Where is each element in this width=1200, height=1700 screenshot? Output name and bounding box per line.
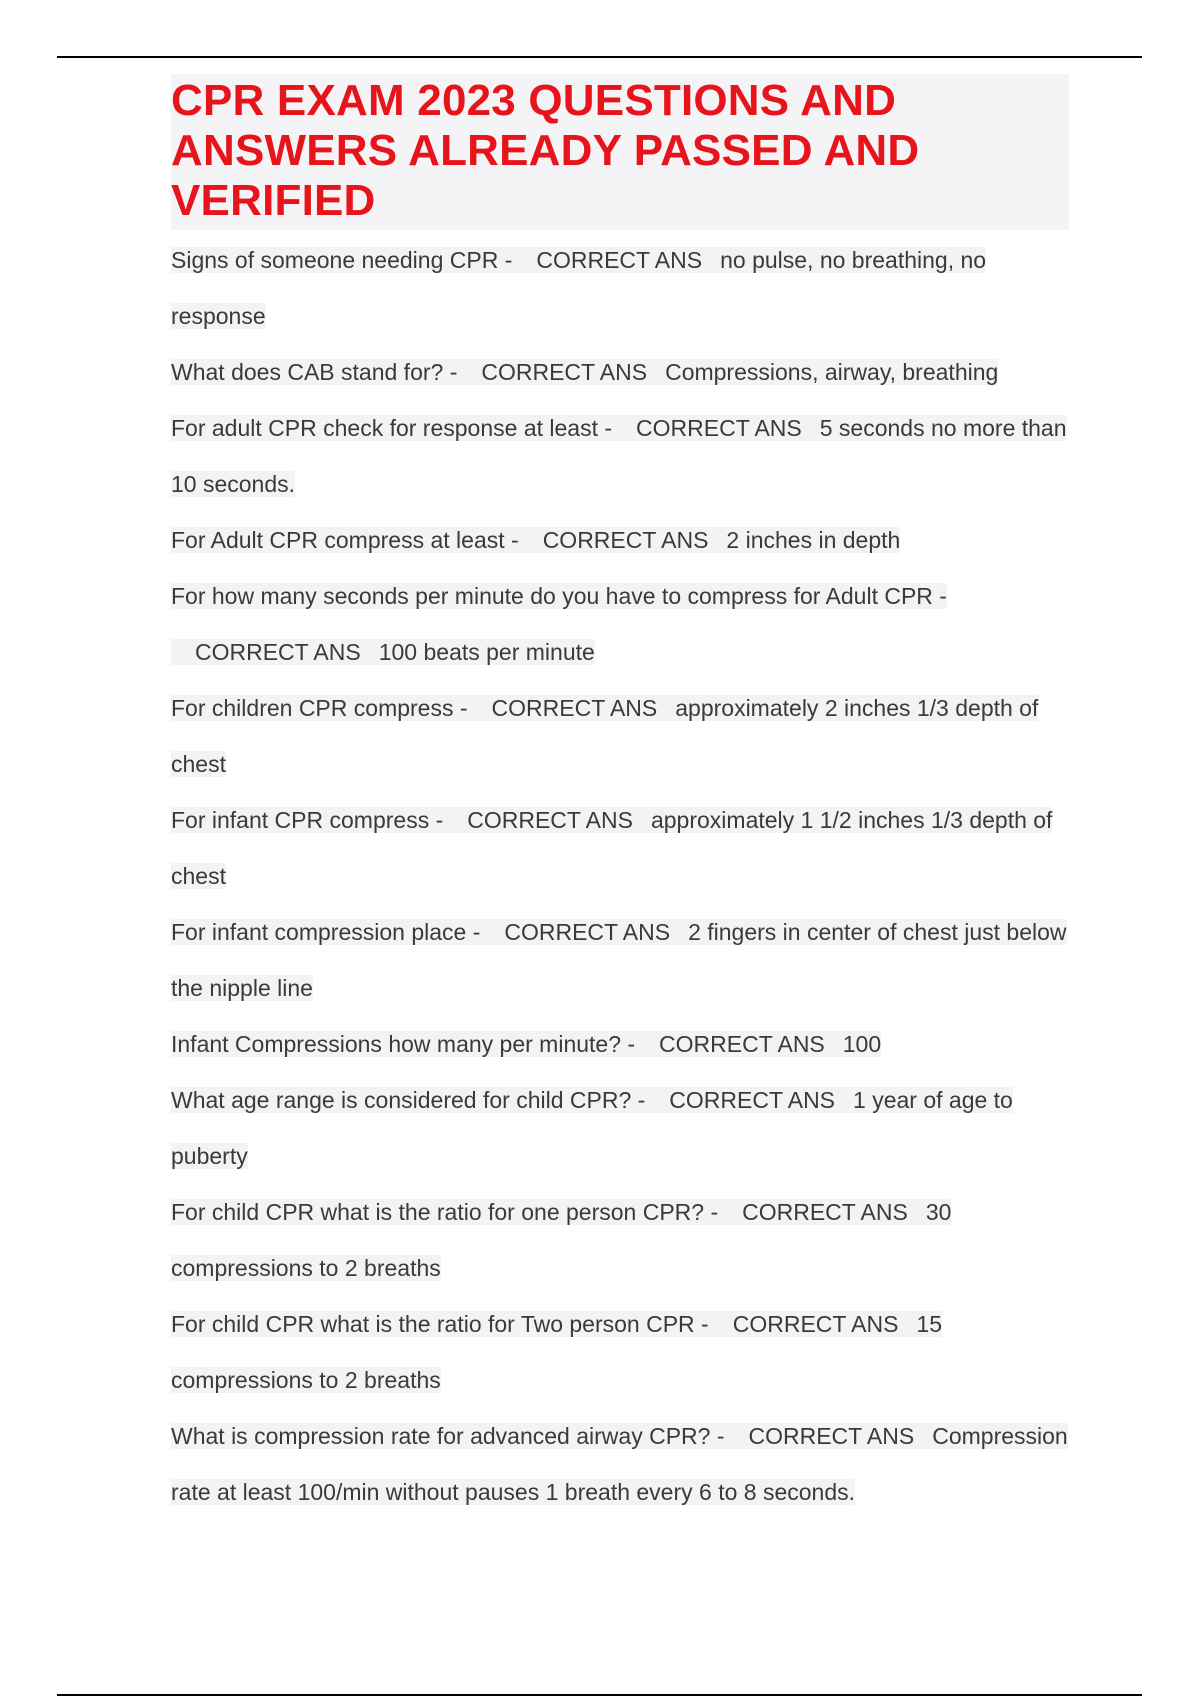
answer-label: CORRECT ANS [748,1423,915,1449]
answer: 5 seconds no more than 10 seconds. [171,415,1067,497]
qa-item [171,792,1069,904]
document-body [171,74,1069,1520]
answer-label: CORRECT ANS [542,527,709,553]
answer-label: CORRECT ANS [742,1199,908,1225]
title-block [171,74,1069,230]
answer-label: CORRECT ANS [536,247,703,273]
answer-label: CORRECT ANS [481,359,648,385]
answer-label: CORRECT ANS [195,639,361,665]
qa-item [171,680,1069,792]
answer-label: CORRECT ANS [669,1087,836,1113]
qa-item [171,568,1069,680]
answer-label: CORRECT ANS [467,807,633,833]
question: For how many seconds per minute do you have to compress for Adult CPR - [171,583,947,609]
question: For child CPR what is the ratio for Two person CPR - [171,1311,709,1337]
page-title: CPR EXAM 2023 QUESTIONS AND ANSWERS ALREADY PASSED AND VERIFIED [171,76,920,225]
question: What does CAB stand for? - [171,359,458,385]
answer: 30 compressions to 2 breaths [171,1199,952,1281]
answer-label: CORRECT ANS [636,415,802,441]
qa-item [171,232,1069,344]
qa-item [171,512,1069,568]
qa-item [171,1184,1069,1296]
answer: 100 [842,1031,882,1057]
question: What age range is considered for child CPR? - [171,1087,646,1113]
question: For infant compression place - [171,919,481,945]
answer: no pulse, no breathing, no response [171,247,987,329]
qa-item [171,1296,1069,1408]
answer: Compression rate at least 100/min without pauses 1 breath every 6 to 8 seconds. [171,1423,1068,1505]
qa-list [171,232,1069,1520]
answer-label: CORRECT ANS [491,695,658,721]
qa-item [171,904,1069,1016]
qa-item [171,1408,1069,1520]
answer: approximately 2 inches 1/3 depth of chest [171,695,1039,777]
answer-label: CORRECT ANS [504,919,671,945]
qa-item [171,344,1069,400]
qa-item [171,1016,1069,1072]
question: For child CPR what is the ratio for one person CPR? - [171,1199,719,1225]
qa-item [171,400,1069,512]
answer-label: CORRECT ANS [659,1031,825,1057]
question: For children CPR compress - [171,695,468,721]
answer: 2 inches in depth [726,527,901,553]
top-rule [57,56,1142,58]
bottom-rule [57,1694,1142,1696]
question: What is compression rate for advanced airway CPR? - [171,1423,725,1449]
question: For Adult CPR compress at least - [171,527,519,553]
question: Infant Compressions how many per minute? - [171,1031,636,1057]
qa-item [171,1072,1069,1184]
answer: approximately 1 1/2 inches 1/3 depth of chest [171,807,1053,889]
question: For adult CPR check for response at least - [171,415,613,441]
answer: Compressions, airway, breathing [665,359,999,385]
question: For infant CPR compress - [171,807,444,833]
answer: 100 beats per minute [378,639,595,665]
answer: 1 year of age to puberty [171,1087,1013,1169]
answer: 15 compressions to 2 breaths [171,1311,943,1393]
answer-label: CORRECT ANS [732,1311,899,1337]
question: Signs of someone needing CPR - [171,247,513,273]
answer: 2 fingers in center of chest just below the nipple line [171,919,1067,1001]
